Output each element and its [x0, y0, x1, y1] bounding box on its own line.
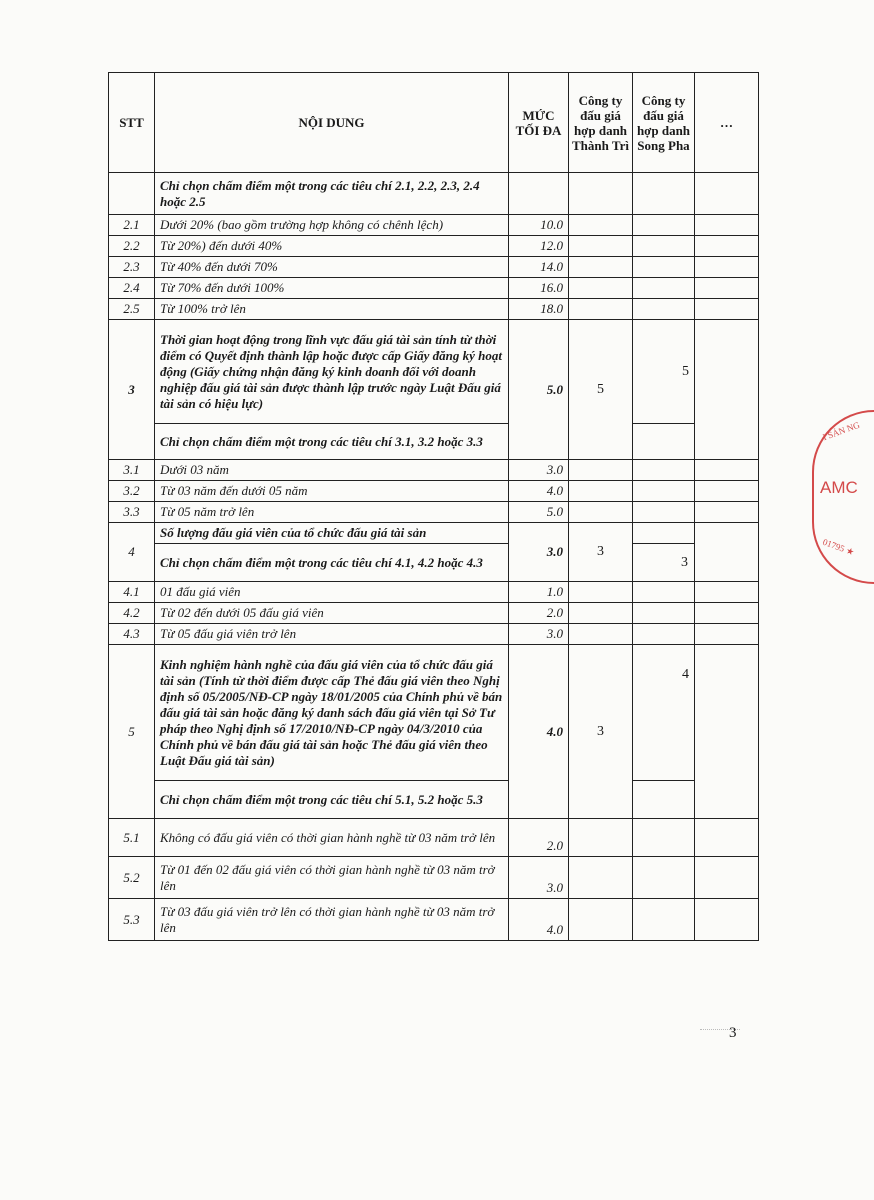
- header-noi-dung: NỘI DUNG: [155, 73, 509, 173]
- max-score: 4.0: [509, 481, 569, 502]
- table-row: [109, 502, 759, 523]
- criteria-text: Dưới 20% (bao gồm trường hợp không có chênh lệch): [155, 215, 509, 236]
- table-row: [109, 544, 759, 582]
- criteria-text: Dưới 03 năm: [155, 460, 509, 481]
- company-seal: [812, 410, 874, 584]
- seal-text-top: I SẢN NG: [821, 419, 862, 443]
- criteria-text: Từ 03 đấu giá viên trở lên có thời gian hành nghề từ 03 năm trở lên: [155, 899, 509, 941]
- score-thanh-tri: 3: [569, 645, 633, 819]
- table-row: [109, 173, 759, 215]
- header-stt: STT: [109, 73, 155, 173]
- score-song-pha: 3: [633, 544, 695, 582]
- header-thanh-tri: Công ty đấu giá hợp danh Thành Trì: [569, 73, 633, 173]
- stt-cell: 5.2: [109, 857, 155, 899]
- stt-cell: 4.2: [109, 603, 155, 624]
- stt-cell: 2.2: [109, 236, 155, 257]
- stt-cell: 2.3: [109, 257, 155, 278]
- max-score: 14.0: [509, 257, 569, 278]
- criteria-note: Chỉ chọn chấm điểm một trong các tiêu chí 2.1, 2.2, 2.3, 2.4 hoặc 2.5: [155, 173, 509, 215]
- max-score: 12.0: [509, 236, 569, 257]
- seal-text-bottom: 01795 ★: [821, 536, 856, 558]
- table-row: [109, 299, 759, 320]
- max-score: 16.0: [509, 278, 569, 299]
- stt-cell: 4.3: [109, 624, 155, 645]
- table-row: [109, 819, 759, 857]
- table-row: [109, 645, 759, 781]
- table-row: [109, 781, 759, 819]
- table-row: [109, 582, 759, 603]
- max-score: 5.0: [509, 320, 569, 460]
- stt-cell: 3.2: [109, 481, 155, 502]
- seal-text-mid: AMC: [820, 478, 858, 497]
- table-row: [109, 857, 759, 899]
- table-row: [109, 278, 759, 299]
- max-score: 18.0: [509, 299, 569, 320]
- stt-cell: 2.1: [109, 215, 155, 236]
- table-row: [109, 424, 759, 460]
- stt-cell: 2.5: [109, 299, 155, 320]
- table-row: [109, 236, 759, 257]
- table-row: [109, 899, 759, 941]
- stt-cell: [109, 173, 155, 215]
- table-row: [109, 523, 759, 544]
- criteria-text: Từ 03 năm đến dưới 05 năm: [155, 481, 509, 502]
- stt-cell: 3.1: [109, 460, 155, 481]
- criteria-note: Chỉ chọn chấm điểm một trong các tiêu chí 4.1, 4.2 hoặc 4.3: [155, 544, 509, 582]
- criteria-text: Từ 70% đến dưới 100%: [155, 278, 509, 299]
- max-score: 4.0: [509, 645, 569, 819]
- max-score: 10.0: [509, 215, 569, 236]
- max-score: 1.0: [509, 582, 569, 603]
- stt-cell: 3: [109, 320, 155, 460]
- criteria-text: Từ 40% đến dưới 70%: [155, 257, 509, 278]
- criteria-text: Từ 02 đến dưới 05 đấu giá viên: [155, 603, 509, 624]
- table-row: [109, 215, 759, 236]
- score-song-pha: 4: [633, 645, 695, 781]
- max-score: 2.0: [509, 819, 569, 857]
- criteria-heading: Kinh nghiệm hành nghề của đấu giá viên của tổ chức đấu giá tài sản (Tính từ thời điểm được cấp Thẻ đấu giá viên theo Nghị định số 05/2005/NĐ-CP ngày 18/01/2005 của Chính phủ về bán đấu giá tài sản hoặc đăng ký danh sách đấu giá viên tại Sở Tư pháp theo Nghị định số 17/2010/NĐ-CP ngày 04/3/2010 của Chính phủ về bán đấu giá tài sản hoặc Thẻ đấu giá viên theo Luật Đấu giá tài sản): [155, 645, 509, 781]
- criteria-text: Từ 05 đấu giá viên trở lên: [155, 624, 509, 645]
- max-score: 3.0: [509, 624, 569, 645]
- table-row: [109, 320, 759, 424]
- table-row: [109, 460, 759, 481]
- stt-cell: 4: [109, 523, 155, 582]
- criteria-heading: Thời gian hoạt động trong lĩnh vực đấu giá tài sản tính từ thời điểm có Quyết định thành lập hoặc được cấp Giấy đăng ký hoạt động (Giấy chứng nhận đăng ký kinh doanh đối với doanh nghiệp đấu giá tài sản được thành lập trước ngày Luật Đấu giá tài sản có hiệu lực): [155, 320, 509, 424]
- stt-cell: 5: [109, 645, 155, 819]
- max-score: 3.0: [509, 523, 569, 582]
- criteria-note: Chỉ chọn chấm điểm một trong các tiêu chí 3.1, 3.2 hoặc 3.3: [155, 424, 509, 460]
- score-song-pha: 5: [633, 320, 695, 424]
- max-score: 2.0: [509, 603, 569, 624]
- criteria-heading: Số lượng đấu giá viên của tổ chức đấu giá tài sản: [155, 523, 509, 544]
- table-row: [109, 257, 759, 278]
- stt-cell: 5.1: [109, 819, 155, 857]
- criteria-note: Chỉ chọn chấm điểm một trong các tiêu chí 5.1, 5.2 hoặc 5.3: [155, 781, 509, 819]
- score-thanh-tri: 3: [569, 523, 633, 582]
- max-score: 3.0: [509, 857, 569, 899]
- header-song-pha: Công ty đấu giá hợp danh Song Pha: [633, 73, 695, 173]
- scoring-table: [108, 72, 759, 941]
- table-row: [109, 481, 759, 502]
- criteria-text: Từ 01 đến 02 đấu giá viên có thời gian hành nghề từ 03 năm trở lên: [155, 857, 509, 899]
- criteria-text: Từ 05 năm trở lên: [155, 502, 509, 523]
- table-row: [109, 624, 759, 645]
- stt-cell: 2.4: [109, 278, 155, 299]
- max-score: 3.0: [509, 460, 569, 481]
- header-etc: …: [695, 73, 759, 173]
- criteria-text: Từ 100% trở lên: [155, 299, 509, 320]
- table-header-row: [109, 73, 759, 173]
- page-number: 3: [729, 1025, 737, 1041]
- header-muc-toi-da: MỨC TỐI ĐA: [509, 73, 569, 173]
- criteria-text: Không có đấu giá viên có thời gian hành nghề từ 03 năm trở lên: [155, 819, 509, 857]
- stt-cell: 3.3: [109, 502, 155, 523]
- score-thanh-tri: 5: [569, 320, 633, 460]
- max-score: 4.0: [509, 899, 569, 941]
- criteria-text: 01 đấu giá viên: [155, 582, 509, 603]
- criteria-text: Từ 20%) đến dưới 40%: [155, 236, 509, 257]
- max-score: 5.0: [509, 502, 569, 523]
- table-row: [109, 603, 759, 624]
- stt-cell: 4.1: [109, 582, 155, 603]
- stt-cell: 5.3: [109, 899, 155, 941]
